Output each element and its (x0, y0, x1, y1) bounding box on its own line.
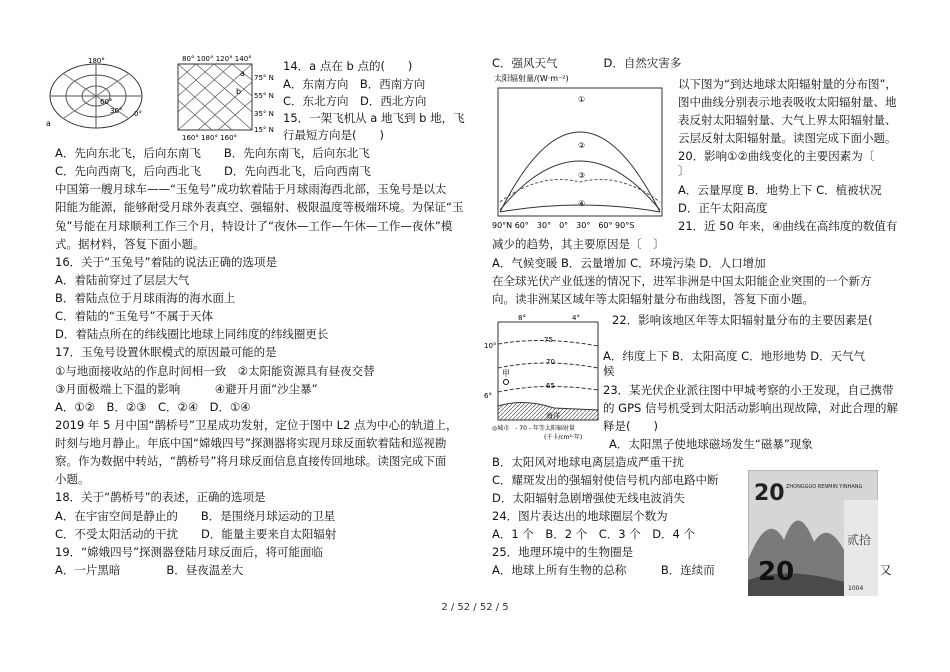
q23-option-c: C．耀斑发出的强辐射使信号机内部电路中断 (492, 473, 719, 487)
grid-label-15n: 15° N (254, 126, 274, 134)
q16-option-a: A．着陆前穿过了层层大气 (55, 273, 190, 287)
grid-bottom-labels: 160° 180° 160° (182, 134, 238, 142)
polar-label-a: a (46, 119, 51, 128)
banknote-figure (748, 470, 878, 596)
q22-options-cont: 候 (603, 364, 615, 378)
q14-options-cd: C．东北方向 D．西北方向 (283, 94, 427, 108)
q23-stem: 的 GPS 信号机受到太阳活动影响出现故障，对此合理的解 (603, 401, 898, 415)
africa-label-65: 65 (546, 382, 555, 390)
q23-stem: 释是( ) (603, 419, 658, 433)
grid-label-75n: 75° N (254, 74, 274, 82)
q22-stem: 22．影响该地区年等太阳辐射量分布的主要因素是( (612, 313, 873, 327)
radiation-passage: 表反射太阳辐射量、大气上界太阳辐射量、 (678, 113, 897, 127)
q16-option-b: B．着陆点位于月球雨海的海水面上 (55, 291, 236, 305)
q17-items-12: ①与地面接收站的作息时间相一致 ②太阳能资源具有昼夜交替 (55, 364, 375, 378)
q15-stem-cont: 行最短方向是( ) (283, 128, 384, 142)
q23-stem: 23．某光伏企业派往图中甲城考察的小王发现，自己携带 (603, 383, 894, 397)
q25-options: A．地球上所有生物的总称 B．连续而 (492, 563, 715, 577)
q23-option-a: A．太阳黑子使地球磁场发生“磁暴”现象 (609, 437, 813, 451)
grid-label-a: a (240, 69, 245, 78)
q19-options-ab: A．一片黑暗 B．昼夜温差大 (55, 563, 244, 577)
radiation-chart-title: 太阳辐射量/(W·m⁻²) (494, 74, 569, 83)
q17-stem: 17．玉兔号设置休眠模式的原因最可能的是 (55, 345, 277, 359)
q23-option-d: D．太阳辐射急剧增强使无线电波消失 (492, 491, 685, 505)
q23-option-b: B．太阳风对地球电离层造成严重干扰 (492, 455, 684, 469)
yutu-passage: 阳能为能源，能够耐受月球外表真空、强辐射、极限温度等极端环境。为保证“玉 (55, 200, 464, 214)
polar-map-figure (44, 56, 148, 134)
africa-legend: ◎城市 - 70 - 年等太阳辐射量 (492, 425, 575, 432)
q15-options-ab: A．先向东北飞，后向东南飞 B．先向东南飞，后向东北飞 (55, 146, 370, 160)
q21-stem-cont: 减少的趋势，其主要原因是〔 〕 (492, 237, 665, 251)
q16-option-d: D．着陆点所在的纬线圈比地球上同纬度的纬线圈更长 (55, 327, 329, 341)
q14-stem: 14．a 点在 b 点的( ) (283, 59, 413, 73)
q21-stem: 21．近 50 年来，④曲线在高纬度的数值有 (678, 219, 898, 233)
africa-passage: 在全球光伏产业低迷的情况下，进军非洲是中国太阳能企业突围的一个新方 (492, 274, 872, 288)
q24-stem: 24．图片表达出的地球圈层个数为 (492, 509, 668, 523)
banknote-number-top: 20 (754, 481, 785, 506)
polar-label-30: 30° (110, 107, 123, 115)
africa-label-8: 8° (518, 314, 526, 322)
q15-options-cd: C．先向西南飞，后向西北飞 D．先向西北飞，后向西南飞 (55, 164, 371, 178)
grid-map-figure (170, 54, 280, 142)
q20-options-abc: A．云量厚度 B．地势上下 C．植被状况 (678, 183, 882, 197)
curve-4-label: ④ (578, 199, 586, 208)
banknote-number-bottom: 20 (758, 557, 795, 587)
q17-items-34: ③月面极端上下温的影响 ④避开月面“沙尘暴” (55, 382, 318, 396)
q22-options: A．纬度上下 B．太阳高度 C．地形地势 D．天气气 (603, 349, 866, 363)
africa-passage: 向。读非洲某区域年等太阳辐射量分布曲线图，答复下面小题。 (492, 292, 814, 306)
q19-options-cd: C．强风天气 D．自然灾害多 (492, 56, 682, 70)
radiation-passage: 云层反射太阳辐射量。读图完成下面小题。 (678, 131, 897, 145)
banknote-serial: 1004 (848, 585, 864, 592)
q15-stem: 15．一架飞机从 a 地飞到 b 地，飞 (283, 111, 465, 125)
yutu-passage: 式。据材料，答复下面小题。 (55, 237, 205, 251)
q18-options-cd: C．不受太阳活动的干扰 D．能量主要来自太阳辐射 (55, 527, 337, 541)
q25-stem: 25．地理环境中的生物圈是 (492, 545, 634, 559)
q24-options: A．1 个 B．2 个 C．3 个 D．4 个 (492, 527, 696, 541)
yutu-passage: 兔”号能在月球顺利工作三个月，特设计了“夜休—工作—午休—工作—夜休”模 (55, 219, 453, 233)
radiation-chart-xaxis: 90°N 60° 30° 0° 30° 60° 90°S (492, 221, 635, 230)
grid-label-55n: 55° N (254, 92, 274, 100)
queqiao-passage: 小题。 (55, 472, 90, 486)
curve-2-label: ② (578, 141, 586, 150)
queqiao-passage: 时刻与地月静止。年底中国“嫦娥四号”探测器将实现月球反面软着陆和巡视勘 (55, 436, 447, 450)
curve-1-label: ① (578, 95, 586, 104)
radiation-chart-figure (490, 72, 676, 232)
page-footer: 2 / 52 / 52 / 5 (441, 602, 509, 613)
africa-label-75: 75 (544, 336, 553, 344)
radiation-passage: 图中曲线分别表示地表吸收太阳辐射量、地 (678, 95, 897, 109)
q18-stem: 18．关于“鹊桥号”的表述，正确的选项是 (55, 490, 266, 504)
q17-options: A．①② B．②③ C．②④ D．①④ (55, 400, 251, 414)
africa-label-4: 4° (572, 314, 580, 322)
grid-label-35n: 35° N (254, 110, 274, 118)
curve-3-label: ③ (578, 171, 586, 180)
grid-top-labels: 80° 100° 120° 140° (182, 55, 252, 63)
africa-isoline-figure (484, 312, 602, 444)
q18-options-ab: A．在宇宙空间是静止的 B．是围绕月球运动的卫星 (55, 509, 336, 523)
q14-options-ab: A．东南方向 B．西南方向 (283, 77, 426, 91)
africa-label-70: 70 (546, 358, 555, 366)
q19-stem: 19．“嫦娥四号”探测器登陆月球反面后，将可能面临 (55, 545, 324, 559)
banknote-characters: 贰拾 (847, 533, 872, 547)
polar-label-top: 180° (88, 57, 105, 65)
q25-options-tail: 又 (880, 563, 892, 577)
africa-label-10: 10° (484, 342, 497, 350)
grid-label-b: b (236, 87, 242, 96)
polar-label-right: 0° (134, 110, 142, 118)
africa-label-6: 6° (484, 392, 492, 400)
q16-option-c: C．着陆的“玉兔号”不属于天体 (55, 309, 213, 323)
yutu-passage: 中国第一艘月球车——“玉兔号”成功软着陆于月球雨海西北部，玉兔号是以太 (55, 182, 447, 196)
queqiao-passage: 2019 年 5 月中国“鹊桥号”卫星成功发射，定位于图中 L2 点为中心的轨道上， (55, 418, 458, 432)
africa-sea-label: 海洋 (546, 412, 560, 420)
q21-options: A．气候变暖 B．云量增加 C．环境污染 D．人口增加 (492, 256, 766, 270)
q20-stem-cont: 〕 (678, 164, 690, 178)
q16-stem: 16．关于“玉兔号”着陆的说法正确的选项是 (55, 255, 278, 269)
africa-legend-unit: (千卡/cm²·年) (544, 434, 583, 441)
queqiao-passage: 察。作为数据中转站，“鹊桥号”将月球反面信息直接传回地球。读图完成下面 (55, 454, 447, 468)
radiation-passage: 以下图为“到达地球太阳辐射量的分布图”， (678, 77, 897, 91)
q20-option-d: D．正午太阳高度 (678, 201, 768, 215)
africa-city-label: 甲 (502, 369, 510, 378)
banknote-bank-name: ZHONGGUO RENMIN YINHANG (786, 484, 863, 490)
q20-stem: 20．影响①②曲线变化的主要因素为〔 (678, 149, 875, 163)
polar-label-60: 60° (100, 98, 113, 106)
